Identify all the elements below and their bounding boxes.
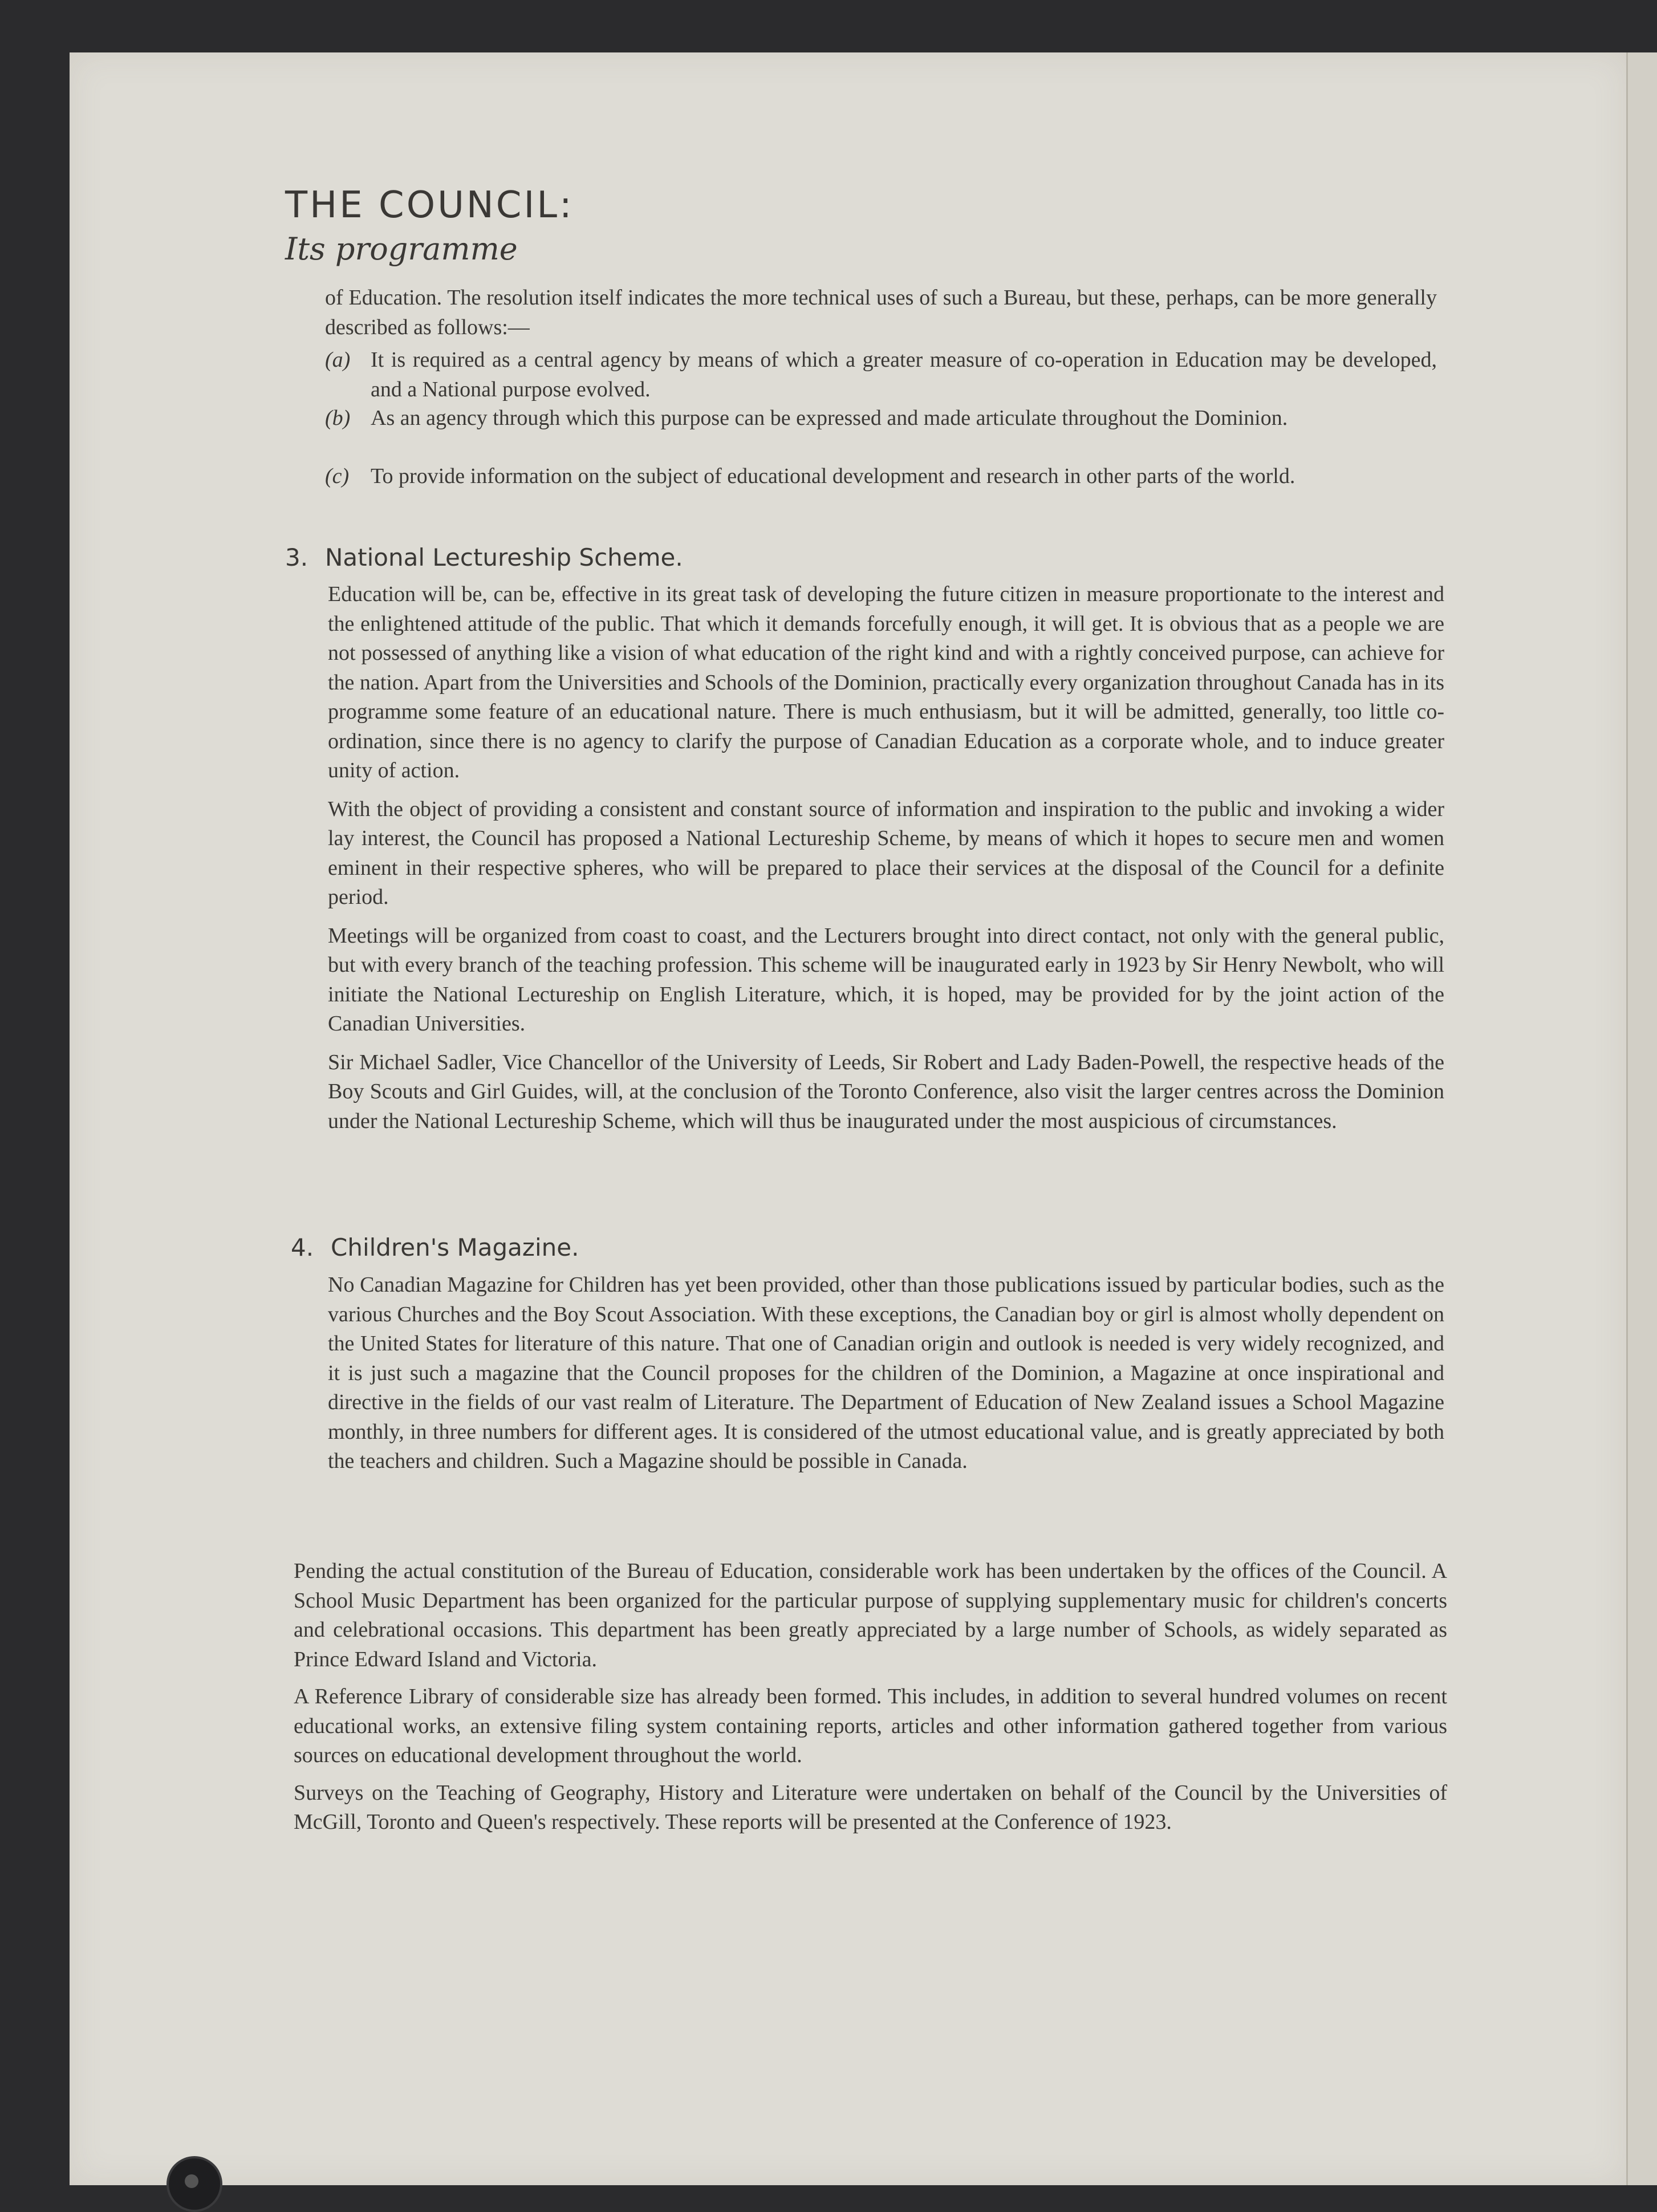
section-number: 3. — [285, 543, 308, 571]
section-3-heading — [285, 542, 683, 574]
list-item-text: To provide information on the subject of educational development and research in other parts of the world. — [371, 464, 1295, 488]
closing-paragraph-1: Pending the actual constitution of the Bureau of Education, considerable work has been undertaken by the offices of the Council. A School Music Department has been organized for the particular purpose of supplying supplementary music for children's concerts and celebrational occasions. This department has been greatly appreciated by a large number of Schools, as widely separated as Prince Edward Island and Victoria. — [294, 1559, 1447, 1671]
section-3-paragraph-3: Meetings will be organized from coast to coast, and the Lecturers brought into direct contact, not only with the general public, but with every branch of the teaching profession. This scheme will be inaugurated early in 1923 by Sir Henry Newbolt, who will initiate the National Lectureship on English Literature, which, it is hoped, may be provided for by the joint action of the Canadian Universities. — [328, 923, 1444, 1036]
list-item-a — [325, 346, 1437, 404]
section-3-paragraph-4: Sir Michael Sadler, Vice Chancellor of the University of Leeds, Sir Robert and Lady Baden-Powell, the respective heads of the Boy Scouts and Girl Guides, will, at the conclusion of the Toronto Conference, also visit the larger centres across the Dominion under the National Lectureship Scheme, which will thus be inaugurated under the most auspicious of circumstances. — [328, 1050, 1444, 1133]
section-number: 4. — [291, 1233, 314, 1261]
list-item-text: As an agency through which this purpose can be expressed and made articulate throughout the Dominion. — [371, 406, 1288, 430]
section-4-paragraph-1: No Canadian Magazine for Children has yet been provided, other than those publications issued by particular bodies, such as the various Churches and the Boy Scout Association. With these exceptions, the Canadian boy or girl is almost wholly dependent on the United States for literature of this nature. That one of Canadian origin and outlook is needed is very widely recognized, and it is just such a magazine that the Council proposes for the children of the Dominion, a Magazine at once inspirational and directive in the fields of our vast realm of Literature. The Department of Education of New Zealand issues a School Magazine monthly, in three numbers for different ages. It is considered of the utmost educational value, and is greatly appreciated by both the teachers and children. Such a Magazine should be possible in Canada. — [328, 1273, 1444, 1473]
list-item-text: It is required as a central agency by means of which a greater measure of co-operation in Education may be developed, and a National purpose evolved. — [371, 348, 1437, 401]
closing-section — [294, 1557, 1447, 1845]
list-item-b — [325, 404, 1437, 433]
intro-paragraph — [325, 283, 1437, 342]
page-heading — [285, 182, 574, 269]
adjacent-page-edge — [1626, 52, 1657, 2185]
section-title: National Lectureship Scheme. — [325, 543, 683, 571]
section-4-body — [328, 1271, 1444, 1486]
section-3-body — [328, 580, 1444, 1145]
closing-paragraph-2: A Reference Library of considerable size has already been formed. This includes, in addition to several hundred volumes on recent educational works, an extensive filing system containing reports, articles and other information gathered together from various sources on educational development throughout the world. — [294, 1685, 1447, 1767]
section-3-paragraph-2: With the object of providing a consistent and constant source of information and inspiration to the public and invoking a wider lay interest, the Council has proposed a National Lectureship Scheme, by means of which it hopes to secure men and women eminent in their respective spheres, who will be prepared to place their services at the disposal of the Council for a definite period. — [328, 797, 1444, 909]
binder-rivet — [185, 2174, 198, 2188]
list-marker: (a) — [325, 348, 351, 372]
list-marker: (b) — [325, 406, 351, 430]
section-3-paragraph-1: Education will be, can be, effective in its great task of developing the future citizen in measure proportionate to the interest and the enlightened attitude of the public. That which it demands forcefully enough, it will get. It is obvious that as a people we are not possessed of anything like a vision of what education of the right kind and with a rightly conceived purpose, can achieve for the nation. Apart from the Universities and Schools of the Dominion, practically every organization throughout Canada has in its programme some feature of an educational nature. There is much enthusiasm, but it will be admitted, generally, too little co-ordination, since there is no agency to clarify the purpose of Canadian Education as a corporate whole, and to induce greater unity of action. — [328, 582, 1444, 782]
section-4-heading — [291, 1232, 579, 1264]
closing-paragraph-3: Surveys on the Teaching of Geography, History and Literature were undertaken on behalf of the Council by the Universities of McGill, Toronto and Queen's respectively. These reports will be presented at the Conference of 1923. — [294, 1780, 1447, 1834]
intro-text: of Education. The resolution itself indicates the more technical uses of such a Bureau, but these, perhaps, can be more generally described as follows:— — [325, 286, 1437, 339]
list-marker: (c) — [325, 464, 350, 488]
page-subtitle: Its programme — [285, 231, 518, 267]
list-item-c — [325, 462, 1437, 492]
page-title: THE COUNCIL: — [285, 184, 574, 226]
section-title: Children's Magazine. — [331, 1233, 579, 1261]
